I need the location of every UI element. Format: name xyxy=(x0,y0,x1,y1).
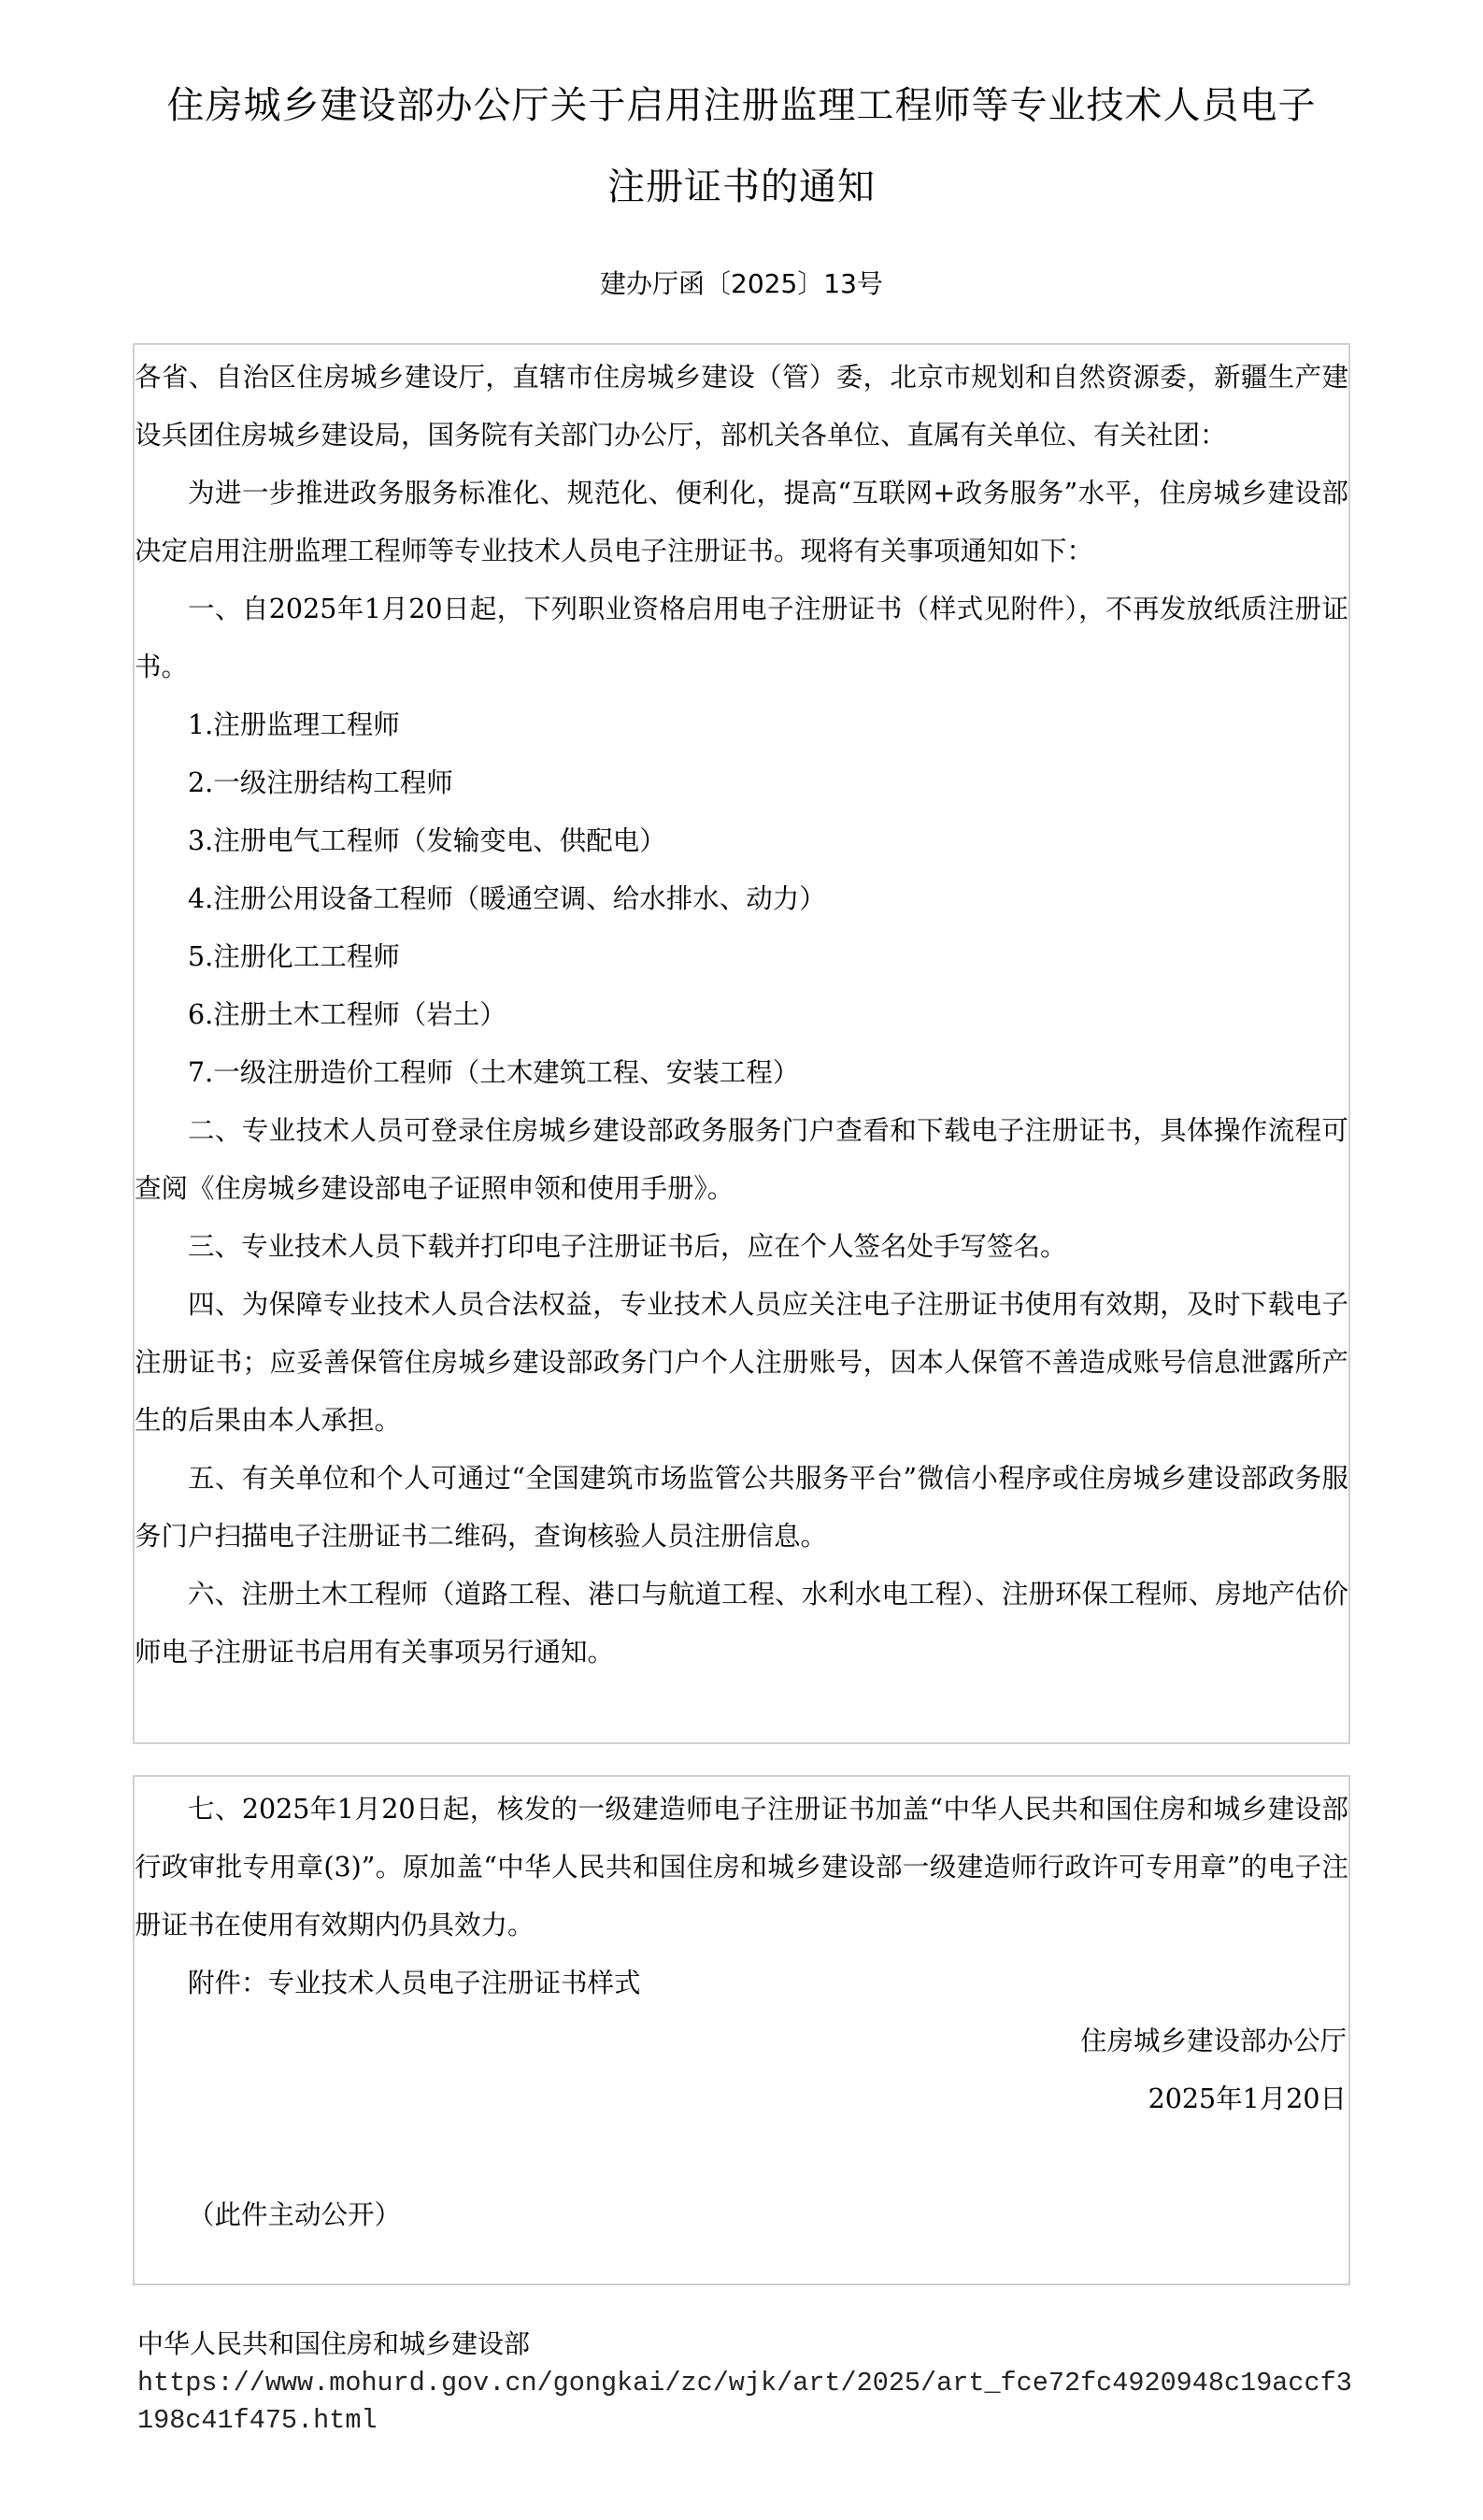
spacer xyxy=(135,2128,1348,2186)
intro-paragraph: 为进一步推进政务服务标准化、规范化、便利化，提高“互联网+政务服务”水平，住房城乡建设部决定启用注册监理工程师等专业技术人员电子注册证书。现将有关事项通知如下： xyxy=(135,478,1348,566)
footer-organization: 中华人民共和国住房和城乡建设部 xyxy=(137,2328,531,2359)
section-5-paragraph: 五、有关单位和个人可通过“全国建筑市场监管公共服务平台”微信小程序或住房城乡建设部政务服务门户扫描电子注册证书二维码，查询核验人员注册信息。 xyxy=(135,1463,1348,1552)
qualification-item: 1.注册监理工程师 xyxy=(188,709,400,740)
qualification-item: 5.注册化工工程师 xyxy=(188,941,400,972)
signature-date: 2025年1月20日 xyxy=(1148,2083,1347,2114)
document-number: 建办厅函〔2025〕13号 xyxy=(600,268,883,299)
addressee: 各省、自治区住房城乡建设厅，直辖市住房城乡建设（管）委，北京市规划和自然资源委，新疆生产建设兵团住房城乡建设局，国务院有关部门办公厅，部机关各单位、直属有关单位、有关社团： xyxy=(135,362,1348,451)
section-6-paragraph: 六、注册土木工程师（道路工程、港口与航道工程、水利水电工程）、注册环保工程师、房地产估价师电子注册证书启用有关事项另行通知。 xyxy=(135,1579,1348,1668)
section-4-paragraph: 四、为保障专业技术人员合法权益，专业技术人员应关注电子注册证书使用有效期，及时下载电子注册证书；应妥善保管住房城乡建设部政务门户个人注册账号，因本人保管不善造成账号信息泄露所产生的后果由本人承担。 xyxy=(135,1289,1348,1436)
section-7-paragraph: 七、2025年1月20日起，核发的一级建造师电子注册证书加盖“中华人民共和国住房和城乡建设部行政审批专用章(3)”。原加盖“中华人民共和国住房和城乡建设部一级建造师行政许可专用章”的电子注册证书在使用有效期内仍具效力。 xyxy=(135,1794,1348,1940)
section-2-paragraph: 二、专业技术人员可登录住房城乡建设部政务服务门户查看和下载电子注册证书，具体操作流程可查阅《住房城乡建设部电子证照申领和使用手册》。 xyxy=(135,1115,1348,1204)
notice-body-section-2 xyxy=(133,1775,1350,2285)
qualification-item: 6.注册土木工程师（岩土） xyxy=(188,999,506,1030)
title-line-2: 注册证书的通知 xyxy=(607,165,876,208)
title-line-1: 住房城乡建设部办公厅关于启用注册监理工程师等专业技术人员电子 xyxy=(166,84,1317,127)
section-1-paragraph: 一、自2025年1月20日起，下列职业资格启用电子注册证书（样式见附件），不再发放纸质注册证书。 xyxy=(135,594,1348,682)
qualification-item: 2.一级注册结构工程师 xyxy=(188,767,453,798)
footer-url[interactable]: https://www.mohurd.gov.cn/gongkai/zc/wjk/art/2025/art_fce72fc4920948c19accf3198c41f475.html xyxy=(137,2368,1352,2436)
notice-body-section-1 xyxy=(133,343,1350,1744)
section-3-paragraph: 三、专业技术人员下载并打印电子注册证书后，应在个人签名处手写签名。 xyxy=(188,1231,1067,1262)
page-title xyxy=(0,65,1483,228)
qualification-item: 3.注册电气工程师（发输变电、供配电） xyxy=(188,825,666,856)
disclosure-note: （此件主动公开） xyxy=(188,2199,402,2230)
attachment-line: 附件：专业技术人员电子注册证书样式 xyxy=(188,1968,641,1998)
signature-issuer: 住房城乡建设部办公厅 xyxy=(1079,2026,1347,2056)
qualification-item: 4.注册公用设备工程师（暖通空调、给水排水、动力） xyxy=(188,883,826,914)
page-footer xyxy=(137,2324,1352,2440)
qualification-item: 7.一级注册造价工程师（土木建筑工程、安装工程） xyxy=(188,1057,800,1088)
